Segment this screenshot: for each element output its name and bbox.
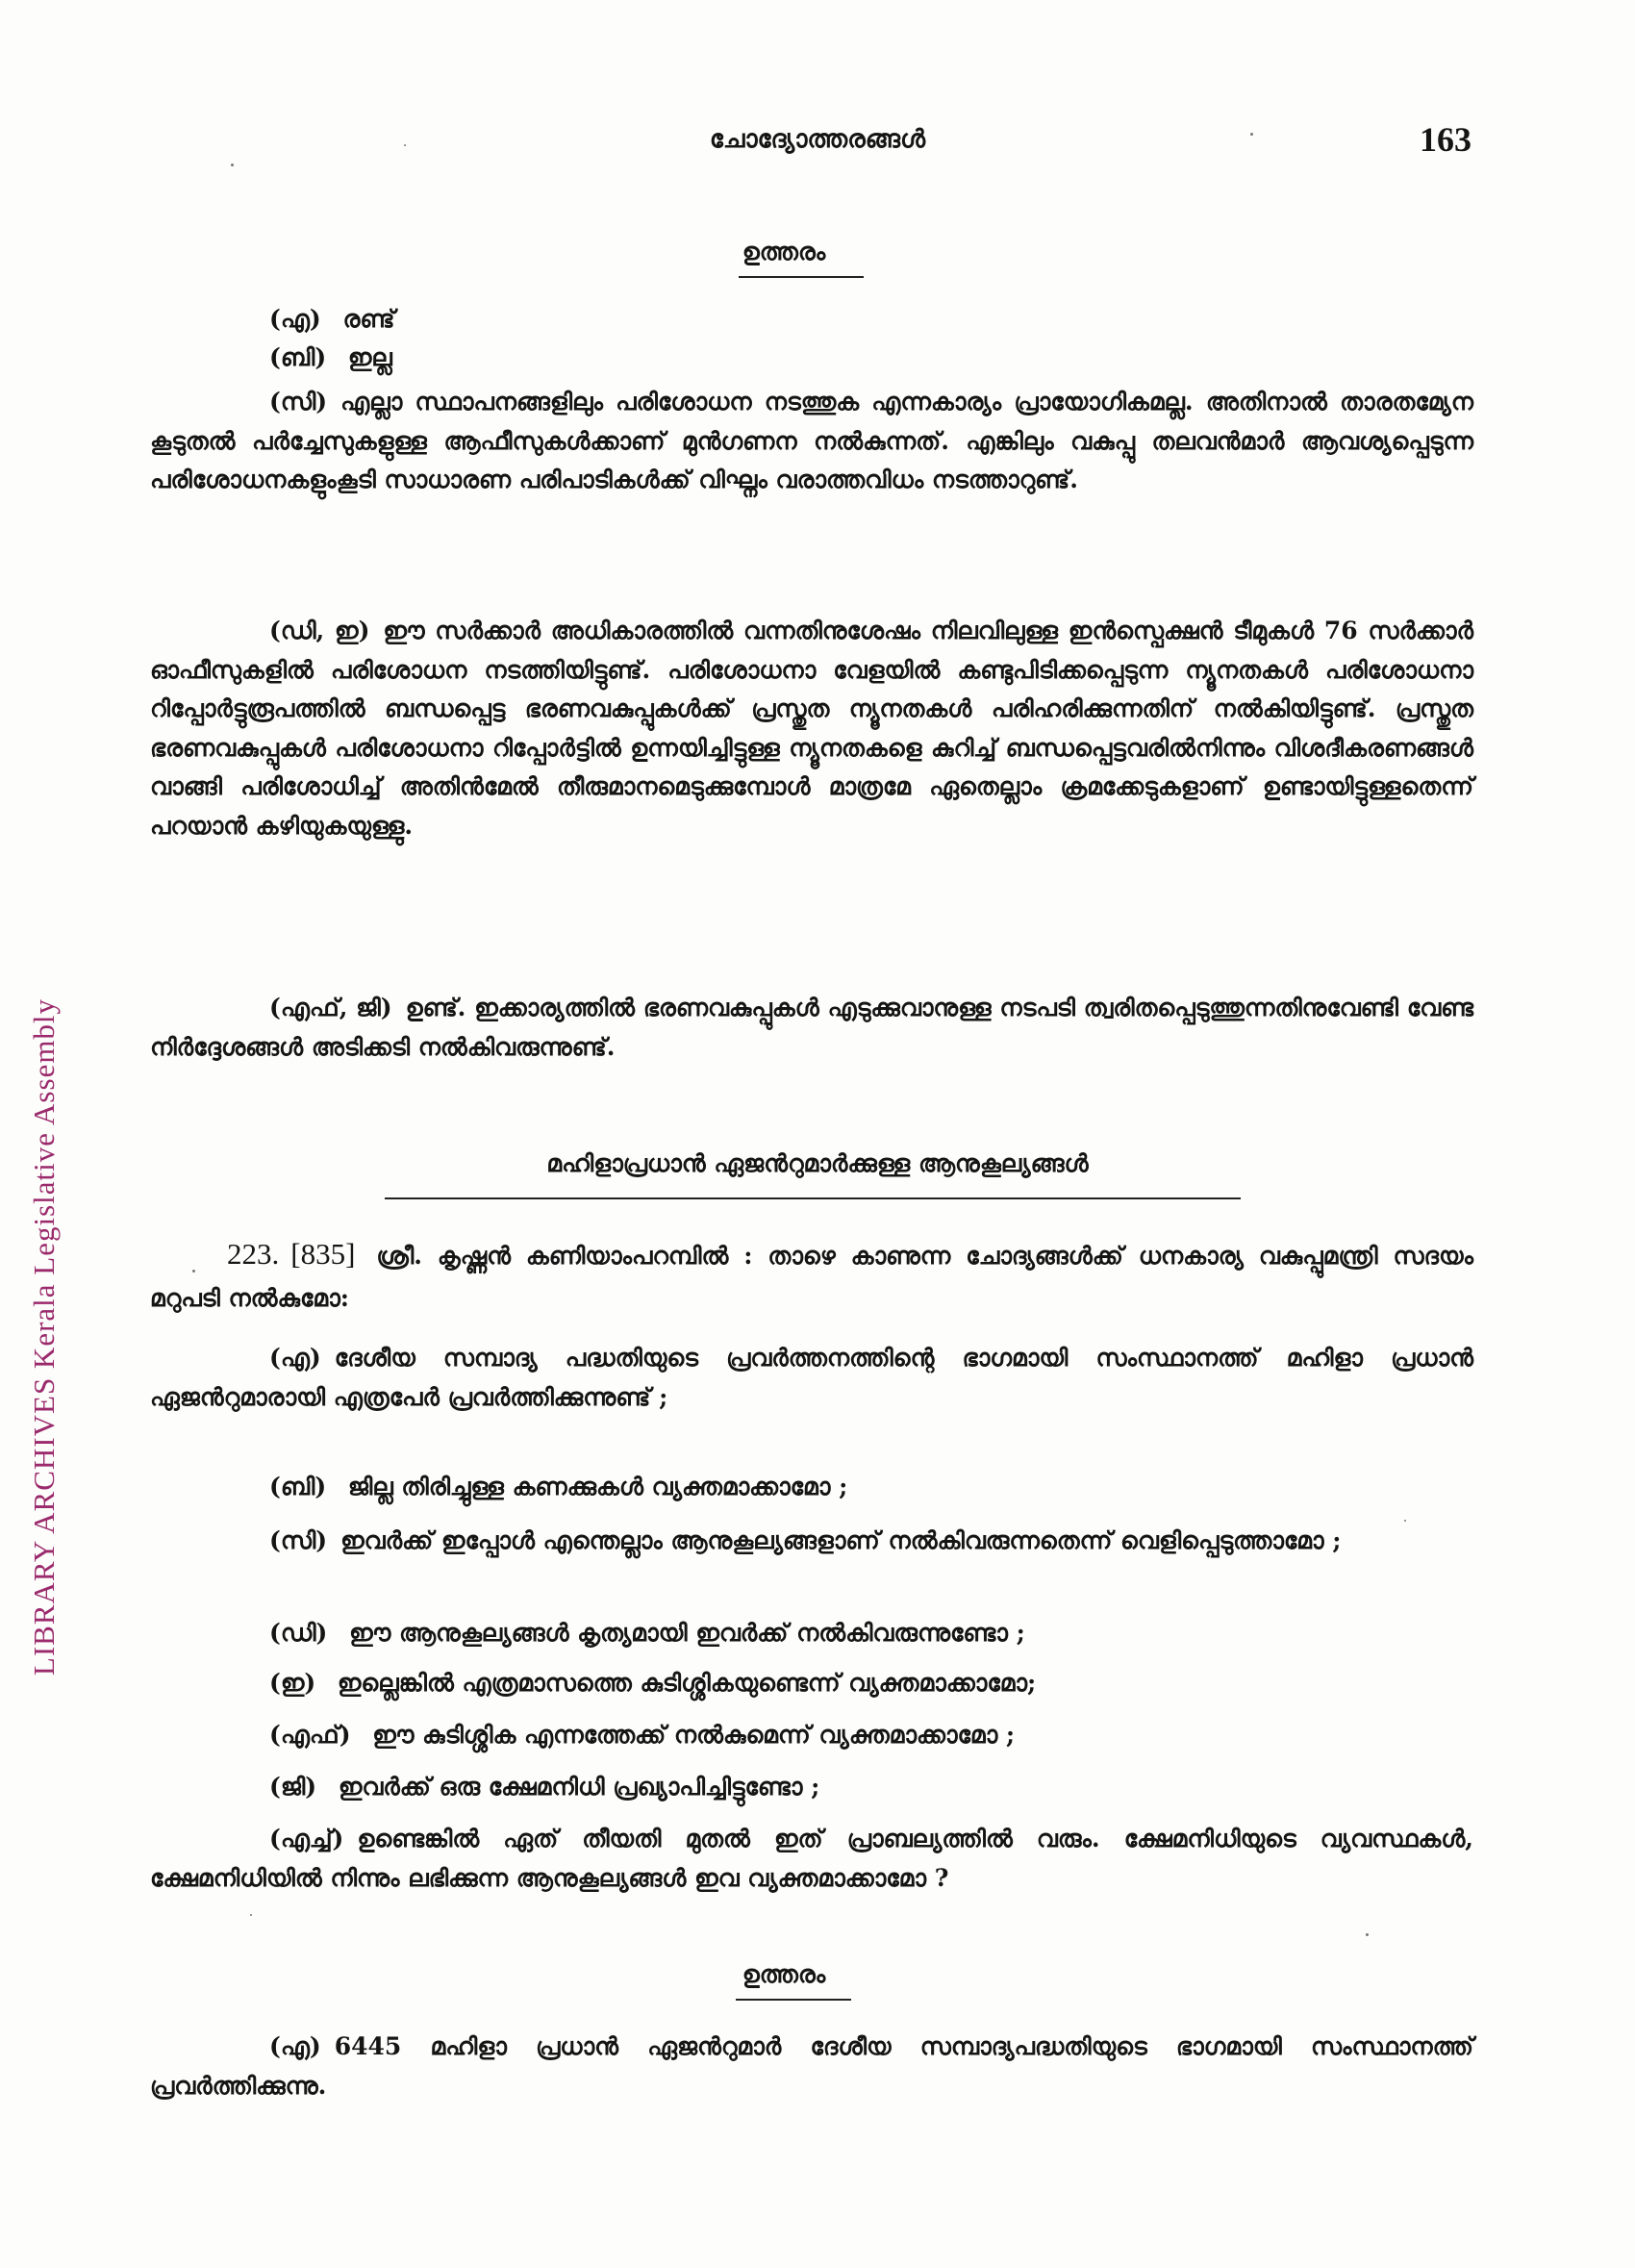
archive-side-stamp: LIBRARY ARCHIVES Kerala Legislative Assembly	[27, 997, 61, 1676]
item-text: ഇവർക്ക് ഇപ്പോൾ എന്തെല്ലാം ആനുകൂല്യങ്ങളാണ് നൽകിവരുന്നതെന്ന് വെളിപ്പെടുത്താമോ ;	[340, 1526, 1342, 1554]
item-text: ഇവർക്ക് ഒരു ക്ഷേമനിധി പ്രഖ്യാപിച്ചിട്ടുണ്ടോ ;	[338, 1773, 820, 1801]
question-item-c	[150, 1522, 1473, 1561]
item-text: ഈ കുടിശ്ശിക എന്നത്തേക്ക് നൽകുമെന്ന് വ്യക്തമാക്കാമോ ;	[372, 1721, 1016, 1749]
running-title: ചോദ്യോത്തരങ്ങൾ	[709, 125, 926, 154]
question-intro-text: ശ്രീ. കൃഷ്ണൻ കണിയാംപറമ്പിൽ : താഴെ കാണുന്ന ചോദ്യങ്ങൾക്ക് ധനകാര്യ വകുപ്പുമന്ത്രി സദയം മറുപടി നൽകുമോ:	[150, 1242, 1473, 1312]
question-item-h	[150, 1820, 1473, 1898]
item-marker: (എ)	[269, 2032, 321, 2060]
item-text: ഈ സർക്കാർ അധികാരത്തിൽ വന്നതിനുശേഷം നിലവിലുള്ള ഇൻസ്പെക്ഷൻ ടീമുകൾ 76 സർക്കാർ ഓഫീസുകളിൽ പരിശോധന നടത്തിയിട്ടുണ്ട്. പരിശോധനാ വേളയിൽ കണ്ടുപിടിക്കപ്പെടുന്ന ന്യൂനതകൾ പരിശോധനാ റിപ്പോർട്ടുരൂപത്തിൽ ബന്ധപ്പെട്ട ഭരണവകുപ്പുകൾക്ക് പ്രസ്തുത ന്യൂനതകൾ പരിഹരിക്കുന്നതിന് നൽകിയിട്ടുണ്ട്. പ്രസ്തുത ഭരണവകുപ്പുകൾ പരിശോധനാ റിപ്പോർട്ടിൽ ഉന്നയിച്ചിട്ടുള്ള ന്യൂനതകളെ കുറിച്ച് ബന്ധപ്പെട്ടവരിൽനിന്നും വിശദീകരണങ്ങൾ വാങ്ങി പരിശോധിച്ച് അതിൻമേൽ തീരുമാനമെടുക്കുമ്പോൾ മാത്രമേ ഏതെല്ലാം ക്രമക്കേടുകളാണ് ഉണ്ടായിട്ടുള്ളതെന്ന് പറയാൻ കഴിയുകയുള്ളു.	[150, 617, 1473, 840]
question-number: 223.	[227, 1237, 280, 1271]
item-text: 6445 മഹിളാ പ്രധാൻ ഏജൻറുമാർ ദേശീയ സമ്പാദ്യപദ്ധതിയുടെ ഭാഗമായി സംസ്ഥാനത്ത് പ്രവർത്തിക്കുന്നു.	[150, 2032, 1473, 2100]
scan-speck	[192, 1270, 195, 1273]
section-title-underline	[385, 1197, 1241, 1199]
scan-speck	[1250, 133, 1253, 136]
item-marker: (ഇ)	[269, 1669, 316, 1697]
scan-speck	[404, 144, 406, 146]
question-item-a	[150, 1339, 1473, 1417]
question-reference: [835]	[290, 1237, 356, 1271]
question-item-b	[269, 1468, 847, 1506]
answer-1-item-c	[150, 383, 1473, 500]
item-marker: (ബി)	[269, 1473, 327, 1500]
question-item-f	[269, 1716, 1015, 1754]
item-marker: (സി)	[269, 388, 328, 416]
item-text: ഉണ്ട്. ഇക്കാര്യത്തിൽ ഭരണവകുപ്പുകൾ എടുക്കുവാനുള്ള നടപടി ത്വരിതപ്പെടുത്തുന്നതിനുവേണ്ടി വേണ്ട നിർദ്ദേശങ്ങൾ അടിക്കടി നൽകിവരുന്നുണ്ട്.	[150, 994, 1473, 1061]
scan-speck	[231, 164, 234, 166]
answer-1-item-b	[269, 339, 392, 377]
item-text: ഈ ആനുകൂല്യങ്ങൾ കൃത്യമായി ഇവർക്ക് നൽകിവരുന്നുണ്ടോ ;	[349, 1619, 1025, 1647]
item-text: എല്ലാ സ്ഥാപനങ്ങളിലും പരിശോധന നടത്തുക എന്നകാര്യം പ്രായോഗികമല്ല. അതിനാൽ താരതമ്യേന കൂടുതൽ പർച്ചേസുകളുള്ള ആഫീസുകൾക്കാണ് മുൻഗണന നൽകുന്നത്. എങ്കിലും വകുപ്പു തലവൻമാർ ആവശ്യപ്പെടുന്ന പരിശോധനകളുംകൂടി സാധാരണ പരിപാടികൾക്ക് വിഘ്നം വരാത്തവിധം നടത്താറുണ്ട്.	[150, 388, 1473, 493]
answer-1-item-fg	[150, 989, 1473, 1067]
item-text: ഇല്ലെങ്കിൽ എത്രമാസത്തെ കുടിശ്ശികയുണ്ടെന്ന് വ്യക്തമാക്കാമോ;	[337, 1669, 1037, 1697]
section-title: മഹിളാപ്രധാൻ ഏജൻറുമാർക്കുള്ള ആനുകൂല്യങ്ങൾ	[546, 1149, 1089, 1177]
answer-1-item-a	[269, 300, 394, 339]
answer-2-item-a	[150, 2028, 1473, 2105]
question-item-e	[269, 1664, 1036, 1702]
item-marker: (ജി)	[269, 1773, 317, 1801]
item-marker: (എഫ്, ജി)	[269, 994, 392, 1021]
question-item-g	[269, 1768, 819, 1806]
page-number: 163	[1420, 120, 1472, 159]
item-text: ഉണ്ടെങ്കിൽ ഏത് തീയതി മുതൽ ഇത് പ്രാബല്യത്തിൽ വരും. ക്ഷേമനിധിയുടെ വ്യവസ്ഥകൾ, ക്ഷേമനിധിയിൽ നിന്നും ലഭിക്കുന്ന ആനുകൂല്യങ്ങൾ ഇവ വ്യക്തമാക്കാമോ ?	[150, 1825, 1473, 1892]
answer-heading-2-underline	[736, 1999, 851, 2001]
item-marker: (ഡി, ഇ)	[269, 617, 370, 644]
item-marker: (ബി)	[269, 343, 327, 371]
item-text: ഇല്ല	[347, 343, 392, 371]
scan-speck	[1366, 1933, 1369, 1936]
question-item-d	[269, 1614, 1025, 1652]
question-intro	[150, 1233, 1473, 1320]
answer-heading-1-underline	[739, 276, 864, 278]
scan-speck	[250, 1914, 252, 1916]
item-text: ദേശീയ സമ്പാദ്യ പദ്ധതിയുടെ പ്രവർത്തനത്തിന്റെ ഭാഗമായി സംസ്ഥാനത്ത് മഹിളാ പ്രധാൻ ഏജൻറുമാരായി എത്രപേർ പ്രവർത്തിക്കുന്നുണ്ട് ;	[150, 1344, 1473, 1411]
scan-speck	[1404, 1520, 1406, 1522]
answer-heading-1: ഉത്തരം	[742, 238, 826, 265]
item-text: രണ്ട്	[342, 305, 395, 333]
answer-heading-2: ഉത്തരം	[742, 1960, 826, 1988]
item-marker: (എ)	[269, 305, 321, 333]
item-marker: (എഫ്)	[269, 1721, 351, 1749]
item-marker: (എ)	[269, 1344, 321, 1372]
item-marker: (എച്ച്)	[269, 1825, 344, 1852]
item-marker: (ഡി)	[269, 1619, 328, 1647]
item-text: ജില്ല തിരിച്ചുള്ള കണക്കുകൾ വ്യക്തമാക്കാമോ ;	[347, 1473, 848, 1500]
item-marker: (സി)	[269, 1526, 328, 1554]
answer-1-item-de	[150, 612, 1473, 845]
